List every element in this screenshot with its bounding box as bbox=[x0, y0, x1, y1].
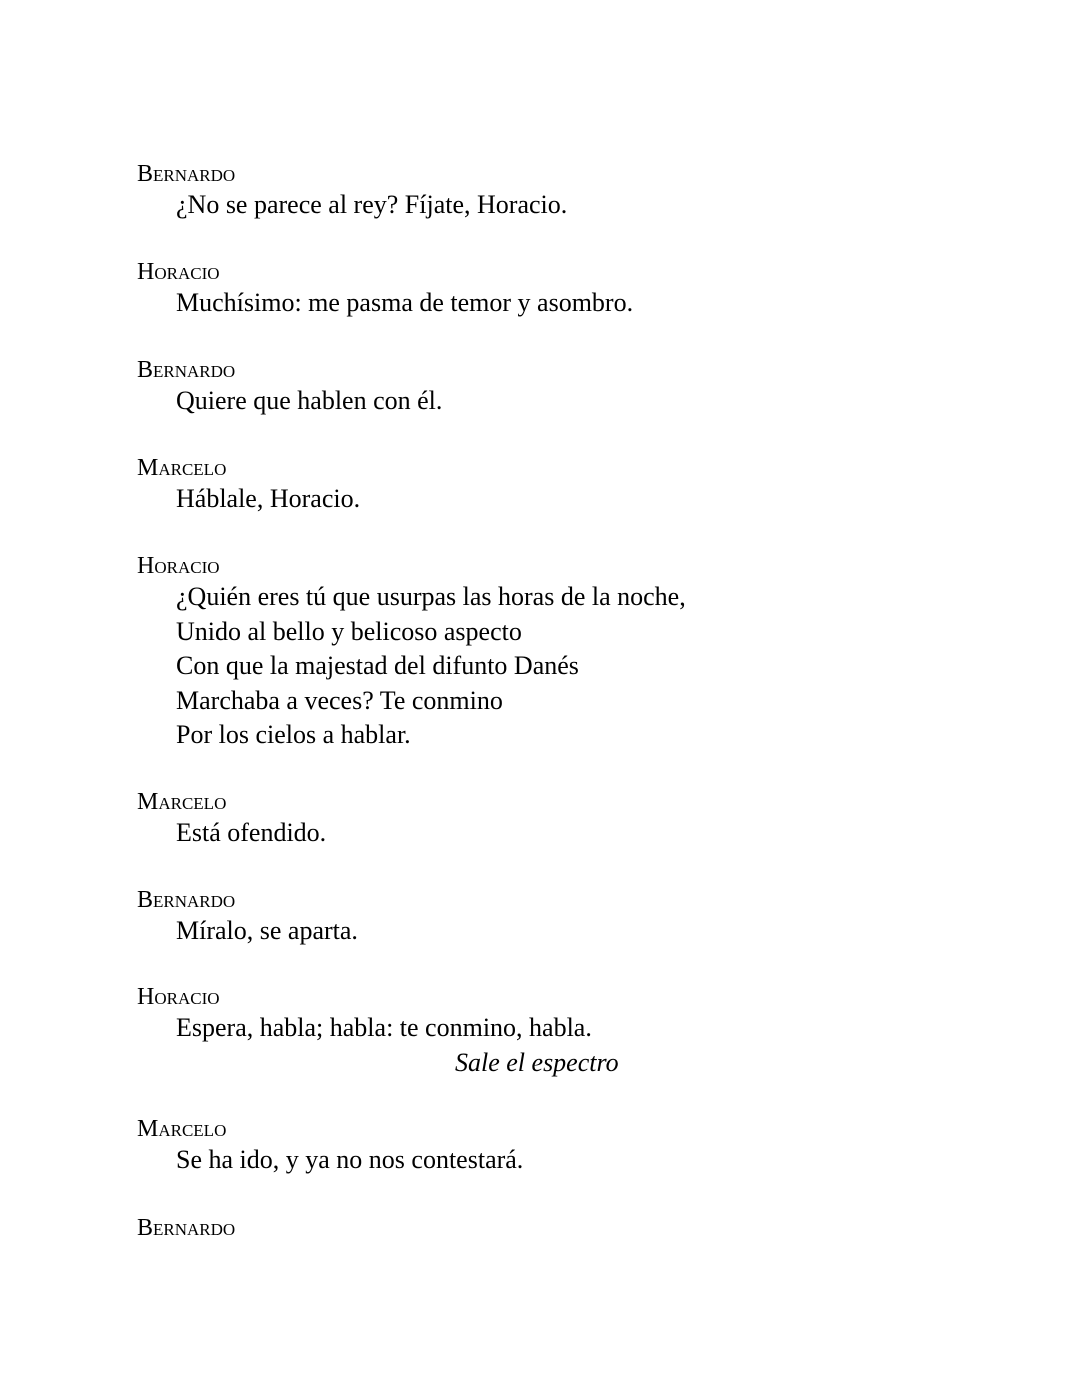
speech-block bbox=[137, 356, 937, 419]
speaker-name: Horacio bbox=[137, 553, 220, 579]
speech-block bbox=[137, 160, 937, 223]
dialogue-lines bbox=[176, 1143, 937, 1178]
speech-block bbox=[137, 258, 937, 321]
dialogue-line: Espera, habla; habla: te conmino, habla. bbox=[176, 1013, 592, 1042]
speaker-name: Horacio bbox=[137, 984, 220, 1010]
dialogue-lines bbox=[176, 188, 937, 223]
stage-direction: Sale el espectro bbox=[455, 1047, 619, 1077]
speaker-name: Bernardo bbox=[137, 161, 236, 187]
dialogue-lines bbox=[176, 580, 937, 753]
speaker-name: Bernardo bbox=[137, 887, 236, 913]
speaker-name: Marcelo bbox=[137, 455, 227, 481]
speech-block bbox=[137, 788, 937, 851]
speech-block bbox=[137, 552, 937, 753]
dialogue-line: ¿Quién eres tú que usurpas las horas de la noche, bbox=[176, 582, 686, 611]
dialogue-line: Se ha ido, y ya no nos contestará. bbox=[176, 1145, 524, 1174]
dialogue-line: Muchísimo: me pasma de temor y asombro. bbox=[176, 288, 634, 317]
dialogue-line: Marchaba a veces? Te conmino bbox=[176, 685, 503, 715]
speech-block bbox=[137, 886, 937, 949]
speech-block bbox=[137, 454, 937, 517]
dialogue-line: Háblale, Horacio. bbox=[176, 484, 361, 513]
speech-block bbox=[137, 1214, 937, 1242]
dialogue-line: Está ofendido. bbox=[176, 818, 327, 847]
dialogue-line: Por los cielos a hablar. bbox=[176, 720, 411, 749]
speech-block bbox=[137, 983, 937, 1080]
speaker-name: Marcelo bbox=[137, 789, 227, 815]
speaker-name: Marcelo bbox=[137, 1116, 227, 1142]
dialogue-lines bbox=[176, 816, 937, 851]
dialogue-lines bbox=[176, 286, 937, 321]
speaker-name: Bernardo bbox=[137, 357, 236, 383]
speaker-name: Horacio bbox=[137, 259, 220, 285]
dialogue-line: Unido al bello y belicoso aspecto bbox=[176, 616, 522, 646]
dialogue-lines bbox=[176, 482, 937, 517]
dialogue-line: ¿No se parece al rey? Fíjate, Horacio. bbox=[176, 190, 568, 219]
dialogue-line: Con que la majestad del difunto Danés bbox=[176, 651, 579, 680]
dialogue-lines bbox=[176, 914, 937, 949]
speech-block bbox=[137, 1115, 937, 1178]
dialogue-line: Quiere que hablen con él. bbox=[176, 386, 443, 415]
dialogue-lines bbox=[176, 384, 937, 419]
dialogue-line: Míralo, se aparta. bbox=[176, 916, 358, 945]
speaker-name: Bernardo bbox=[137, 1215, 236, 1241]
dialogue-lines bbox=[176, 1011, 937, 1080]
